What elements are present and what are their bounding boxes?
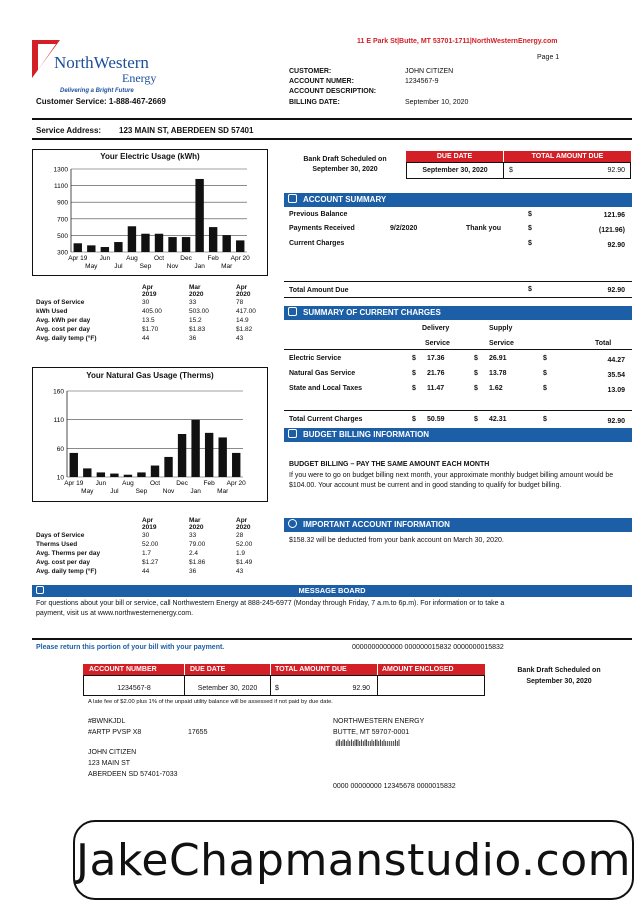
x-tick-label: Nov <box>162 488 175 495</box>
stat-value: 2.4 <box>189 550 199 557</box>
bar <box>87 245 95 252</box>
charge-total: 35.54 <box>607 372 625 379</box>
x-tick-label: Oct <box>149 480 161 487</box>
payments-note: Thank you <box>466 225 502 232</box>
table-row <box>36 567 256 576</box>
amount-enclosed-field[interactable] <box>377 675 485 696</box>
bar <box>236 240 244 252</box>
bar <box>114 242 122 252</box>
currency-symbol: $ <box>275 685 279 692</box>
y-tick-label: 700 <box>57 216 68 224</box>
table-row <box>36 316 260 325</box>
x-tick-label: Sep <box>139 263 152 270</box>
bar <box>137 472 145 477</box>
message-board-title: MESSAGE BOARD <box>298 586 366 595</box>
payee-city: BUTTE, MT 59707-0001 <box>333 729 410 736</box>
x-tick-label: Jul <box>114 263 123 270</box>
x-tick-label: Feb <box>203 480 215 487</box>
currency-symbol: $ <box>474 355 478 362</box>
x-tick-label: Aug <box>126 255 138 262</box>
message-board-body: For questions about your bill or service, call Northwestern Energy at 888-245-6977 (Monday through Friday, 7 a.m.to 6p.m). For information or to take a payment, visit us at www.northwesternenergy.com. <box>36 600 505 617</box>
stats-col1-year: 2019 <box>142 291 157 298</box>
stat-value: 44 <box>142 568 150 575</box>
x-tick-label: Jun <box>95 480 107 487</box>
payments-label: Payments Received <box>289 225 355 232</box>
stat-value: $1.49 <box>236 559 253 566</box>
col-delivery-2: Service <box>425 340 450 347</box>
stat-label: kWh Used <box>36 308 68 315</box>
electric-stats-table <box>36 284 260 343</box>
currency-symbol: $ <box>412 416 416 423</box>
bar <box>168 237 176 252</box>
important-info-body: $158.32 will be deducted from your bank account on March 30, 2020. <box>289 537 504 544</box>
currency-symbol: $ <box>474 370 478 377</box>
stat-value: 1.9 <box>236 550 246 557</box>
logo-line1: NorthWestern <box>54 53 149 72</box>
x-tick-label: Mar <box>221 263 233 270</box>
bank-draft-notice <box>288 155 402 175</box>
bar <box>155 234 163 252</box>
info-icon <box>288 519 297 528</box>
document-icon <box>288 429 297 438</box>
stats-col3-month: Apr <box>236 284 248 291</box>
stat-value: 30 <box>142 299 150 306</box>
remit-amount-enclosed-header: AMOUNT ENCLOSED <box>377 664 485 675</box>
stat-value: $1.27 <box>142 559 159 566</box>
stat-value: $1.70 <box>142 326 159 333</box>
y-tick-label: 10 <box>56 474 64 482</box>
x-tick-label: Dec <box>176 480 188 487</box>
stat-value: 15.2 <box>189 317 202 324</box>
stats-col2-year: 2020 <box>189 524 204 531</box>
stat-value: 36 <box>189 568 197 575</box>
stat-label: Avg. daily temp (°F) <box>36 568 97 575</box>
bar <box>182 237 190 252</box>
x-tick-label: Jun <box>99 255 111 262</box>
stat-value: 503.00 <box>189 308 209 315</box>
table-row <box>36 558 256 567</box>
bar <box>151 466 159 477</box>
y-tick-label: 500 <box>57 232 68 240</box>
currency-symbol: $ <box>543 355 547 362</box>
x-tick-label: Feb <box>207 255 219 262</box>
charge-supply: 26.91 <box>489 355 507 362</box>
stat-value: 43 <box>236 568 244 575</box>
bar <box>178 434 186 477</box>
total-supply: 42.31 <box>489 416 507 423</box>
scan-line-bottom: 0000 00000000 12345678 0000015832 <box>333 783 456 790</box>
y-tick-label: 1300 <box>53 166 68 174</box>
bar <box>191 420 199 477</box>
stat-label: Avg. cost per day <box>36 326 90 333</box>
stat-value: 52.00 <box>142 541 159 548</box>
stat-value: 52.00 <box>236 541 253 548</box>
message-board-header <box>32 585 632 597</box>
logo-line2: Energy <box>122 71 157 85</box>
bar <box>222 235 230 252</box>
y-tick-label: 900 <box>57 199 68 207</box>
stats-col3-month: Apr <box>236 517 248 524</box>
account-summary-header <box>284 193 632 207</box>
x-tick-label: Apr 19 <box>64 480 84 487</box>
budget-heading: BUDGET BILLING – PAY THE SAME AMOUNT EACH MONTH <box>289 461 490 468</box>
charge-delivery: 11.47 <box>427 385 445 392</box>
stat-label: Therms Used <box>36 541 78 548</box>
bar <box>101 247 109 252</box>
stats-col3-year: 2020 <box>236 524 251 531</box>
currency-symbol: $ <box>509 167 513 174</box>
remit-due-date-header: DUE DATE <box>184 664 270 675</box>
charge-supply: 1.62 <box>489 385 503 392</box>
x-tick-label: Apr 19 <box>68 255 88 262</box>
bar <box>164 457 172 477</box>
currency-symbol: $ <box>474 385 478 392</box>
remit-account-number-header: ACCOUNT NUMBER <box>83 664 184 675</box>
budget-body: If you were to go on budget billing next month, your approximate monthly budget billing amount would be $104.00. Your account must be current and in good standing to qualify for budget billing. <box>289 472 614 489</box>
stat-label: Avg. daily temp (°F) <box>36 335 97 342</box>
due-date-header: DUE DATE <box>406 151 503 162</box>
bar <box>97 472 105 477</box>
account-description-label: ACCOUNT DESCRIPTION: <box>289 88 377 95</box>
currency-symbol: $ <box>543 385 547 392</box>
x-tick-label: May <box>85 263 98 270</box>
x-tick-label: Aug <box>122 480 134 487</box>
bar <box>205 433 213 477</box>
stat-value: 14.9 <box>236 317 249 324</box>
x-tick-label: Apr 20 <box>226 480 246 487</box>
y-tick-label: 110 <box>53 417 64 425</box>
table-row <box>36 540 256 549</box>
budget-billing-header <box>284 428 632 442</box>
remit-customer-name: JOHN CITIZEN <box>88 749 137 756</box>
stats-col1-month: Apr <box>142 517 154 524</box>
stat-value: 79.00 <box>189 541 206 548</box>
currency-symbol: $ <box>474 416 478 423</box>
currency-symbol: $ <box>528 286 532 293</box>
total-amount-due-label: Total Amount Due <box>289 287 349 294</box>
stat-value: 33 <box>189 299 197 306</box>
bar <box>110 474 118 477</box>
stats-col1-year: 2019 <box>142 524 157 531</box>
y-tick-label: 60 <box>56 445 64 453</box>
y-tick-label: 300 <box>57 249 68 257</box>
x-tick-label: Sep <box>135 488 148 495</box>
previous-balance-value: 121.96 <box>603 212 625 219</box>
stat-value: 28 <box>236 532 244 539</box>
x-tick-label: Oct <box>153 255 165 262</box>
remit-customer-city: ABERDEEN SD 57401-7033 <box>88 771 178 778</box>
gas-stats-table <box>36 517 256 576</box>
service-address-label: Service Address: <box>36 126 102 135</box>
edit-icon <box>288 307 297 316</box>
x-tick-label: Jul <box>110 488 119 495</box>
company-logo <box>32 38 157 96</box>
budget-billing-title: BUDGET BILLING INFORMATION <box>303 430 430 439</box>
stats-col2-month: Mar <box>189 284 201 291</box>
summary-rule-bottom <box>284 297 632 298</box>
current-charges-title: SUMMARY OF CURRENT CHARGES <box>303 308 441 317</box>
stat-value: $1.86 <box>189 559 206 566</box>
charge-total: 13.09 <box>607 387 625 394</box>
stat-value: $1.82 <box>236 326 253 333</box>
electric-usage-chart <box>32 149 268 276</box>
person-icon <box>288 194 297 203</box>
remit-code3: 17655 <box>188 729 208 736</box>
current-charges-value: 92.90 <box>607 242 625 249</box>
y-tick-label: 1100 <box>54 183 68 191</box>
remit-draft-line1: Bank Draft Scheduled on <box>517 667 601 674</box>
customer-label: CUSTOMER: <box>289 68 332 75</box>
remit-divider <box>32 638 632 640</box>
table-row <box>36 334 260 343</box>
total-total: 92.90 <box>607 418 625 425</box>
y-tick-label: 160 <box>53 388 64 396</box>
previous-balance-label: Previous Balance <box>289 211 348 218</box>
x-tick-label: Mar <box>217 488 229 495</box>
bar <box>232 453 240 477</box>
due-date-value: September 30, 2020 <box>406 162 504 179</box>
bank-draft-line2: September 30, 2020 <box>312 166 378 173</box>
bar <box>83 468 91 477</box>
payments-date: 9/2/2020 <box>390 225 418 232</box>
x-tick-label: Nov <box>166 263 179 270</box>
table-row <box>36 531 256 540</box>
stat-label: Days of Service <box>36 299 85 306</box>
stats-col3-year: 2020 <box>236 291 251 298</box>
account-summary-title: ACCOUNT SUMMARY <box>303 195 387 204</box>
remit-draft-line2: September 30, 2020 <box>526 678 592 685</box>
stat-label: Avg. cost per day <box>36 559 90 566</box>
gas-chart-title: Your Natural Gas Usage (Therms) <box>86 371 214 380</box>
remit-code2: #ARTP PVSP X8 <box>88 729 142 736</box>
customer-service: Customer Service: 1-888-467-2669 <box>36 97 166 106</box>
charges-rule <box>284 349 632 350</box>
charge-label: Natural Gas Service <box>289 370 356 377</box>
table-row <box>36 325 260 334</box>
charge-label: Electric Service <box>289 355 342 362</box>
stat-value: 30 <box>142 532 150 539</box>
x-tick-label: Jan <box>194 263 205 270</box>
currency-symbol: $ <box>528 240 532 247</box>
service-divider <box>32 138 632 140</box>
stat-label: Avg. kWh per day <box>36 317 91 324</box>
col-total: Total <box>595 340 612 347</box>
account-number-value: 1234567-9 <box>405 78 439 85</box>
electric-chart-title: Your Electric Usage (kWh) <box>100 152 200 161</box>
total-amount-due-value: 92.90 <box>607 287 625 294</box>
current-charges-header <box>284 306 632 320</box>
stat-value: 78 <box>236 299 244 306</box>
return-portion-label: Please return this portion of your bill with your payment. <box>36 644 225 651</box>
remit-total-due-cell <box>270 675 378 696</box>
remit-customer-street: 123 MAIN ST <box>88 760 131 767</box>
remit-code1: #BWNKJDL <box>88 718 126 725</box>
total-due-value: 92.90 <box>607 167 625 174</box>
stat-value: $1.83 <box>189 326 206 333</box>
remit-total-due-value: 92.90 <box>352 685 370 692</box>
x-tick-label: Jan <box>190 488 201 495</box>
account-number-label: ACCOUNT NUMER: <box>289 78 354 85</box>
gas-chart-plot <box>33 383 267 501</box>
bar <box>70 453 78 477</box>
charges-total-rule <box>284 410 632 411</box>
stats-col2-month: Mar <box>189 517 201 524</box>
postal-barcode: ıllıllılılılllılıllıılıllılılııııılıl <box>335 738 400 748</box>
stats-col2-year: 2020 <box>189 291 204 298</box>
message-icon <box>36 586 44 594</box>
service-address-value: 123 MAIN ST, ABERDEEN SD 57401 <box>119 126 254 135</box>
charge-label: State and Local Taxes <box>289 385 363 392</box>
total-delivery: 50.59 <box>427 416 445 423</box>
col-delivery-1: Delivery <box>422 325 450 332</box>
bar <box>128 226 136 252</box>
payments-value: (121.96) <box>598 227 625 234</box>
billing-date-label: BILLING DATE: <box>289 99 340 106</box>
table-row <box>36 549 256 558</box>
remit-draft-notice <box>505 665 613 687</box>
remit-account-number-value: 1234567-8 <box>83 675 185 696</box>
table-row <box>36 298 260 307</box>
payee-name: NORTHWESTERN ENERGY <box>333 718 425 725</box>
stat-value: 1.7 <box>142 550 152 557</box>
bar <box>124 475 132 477</box>
logo-tagline: Delivering a Bright Future <box>60 88 134 94</box>
currency-symbol: $ <box>412 370 416 377</box>
currency-symbol: $ <box>412 355 416 362</box>
header-divider <box>32 118 632 120</box>
stat-value: 13.5 <box>142 317 155 324</box>
important-info-header <box>284 518 632 532</box>
total-due-cell <box>503 162 631 179</box>
billing-date-value: September 10, 2020 <box>405 99 469 106</box>
bar <box>141 234 149 252</box>
stat-value: 44 <box>142 335 150 342</box>
electric-chart-plot <box>33 164 267 274</box>
gas-usage-chart <box>32 367 268 502</box>
total-due-header: TOTAL AMOUNT DUE <box>503 151 631 162</box>
charge-delivery: 21.76 <box>427 370 445 377</box>
watermark-banner: JakeChapmanstudio.com <box>73 820 634 900</box>
currency-symbol: $ <box>528 225 532 232</box>
bar <box>74 243 82 252</box>
stat-value: 33 <box>189 532 197 539</box>
stat-value: 405.00 <box>142 308 162 315</box>
stats-col1-month: Apr <box>142 284 154 291</box>
table-row <box>36 307 260 316</box>
remit-total-due-header: TOTAL AMOUNT DUE <box>270 664 377 675</box>
charge-total: 44.27 <box>607 357 625 364</box>
total-current-charges-label: Total Current Charges <box>289 416 363 423</box>
summary-rule <box>284 281 632 282</box>
stat-value: 417.00 <box>236 308 256 315</box>
scan-line-top: 0000000000000 000000015832 0000000015832 <box>352 644 504 651</box>
remit-due-date-value: Setember 30, 2020 <box>184 675 271 696</box>
stat-value: 43 <box>236 335 244 342</box>
currency-symbol: $ <box>543 370 547 377</box>
stat-label: Days of Service <box>36 532 85 539</box>
x-tick-label: May <box>81 488 94 495</box>
customer-value: JOHN CITIZEN <box>405 68 454 75</box>
bank-draft-line1: Bank Draft Scheduled on <box>303 156 387 163</box>
col-supply-1: Supply <box>489 325 513 332</box>
company-address: 11 E Park St|Butte, MT 53701-1711|NorthWesternEnergy.com <box>357 38 558 45</box>
x-tick-label: Dec <box>180 255 192 262</box>
bar <box>209 227 217 252</box>
stat-label: Avg. Therms per day <box>36 550 101 557</box>
current-charges-label: Current Charges <box>289 240 345 247</box>
currency-symbol: $ <box>528 211 532 218</box>
charge-delivery: 17.36 <box>427 355 445 362</box>
col-supply-2: Service <box>489 340 514 347</box>
important-info-title: IMPORTANT ACCOUNT INFORMATION <box>303 520 450 529</box>
charge-supply: 13.78 <box>489 370 507 377</box>
bar <box>218 437 226 477</box>
late-fee-notice: A late fee of $2.00 plus 1% of the unpaid utility balance will be assessed if not paid by due date. <box>88 699 333 705</box>
currency-symbol: $ <box>412 385 416 392</box>
currency-symbol: $ <box>543 416 547 423</box>
page-number: Page 1 <box>537 54 560 61</box>
stat-value: 36 <box>189 335 197 342</box>
bar <box>195 179 203 252</box>
x-tick-label: Apr 20 <box>230 255 250 262</box>
